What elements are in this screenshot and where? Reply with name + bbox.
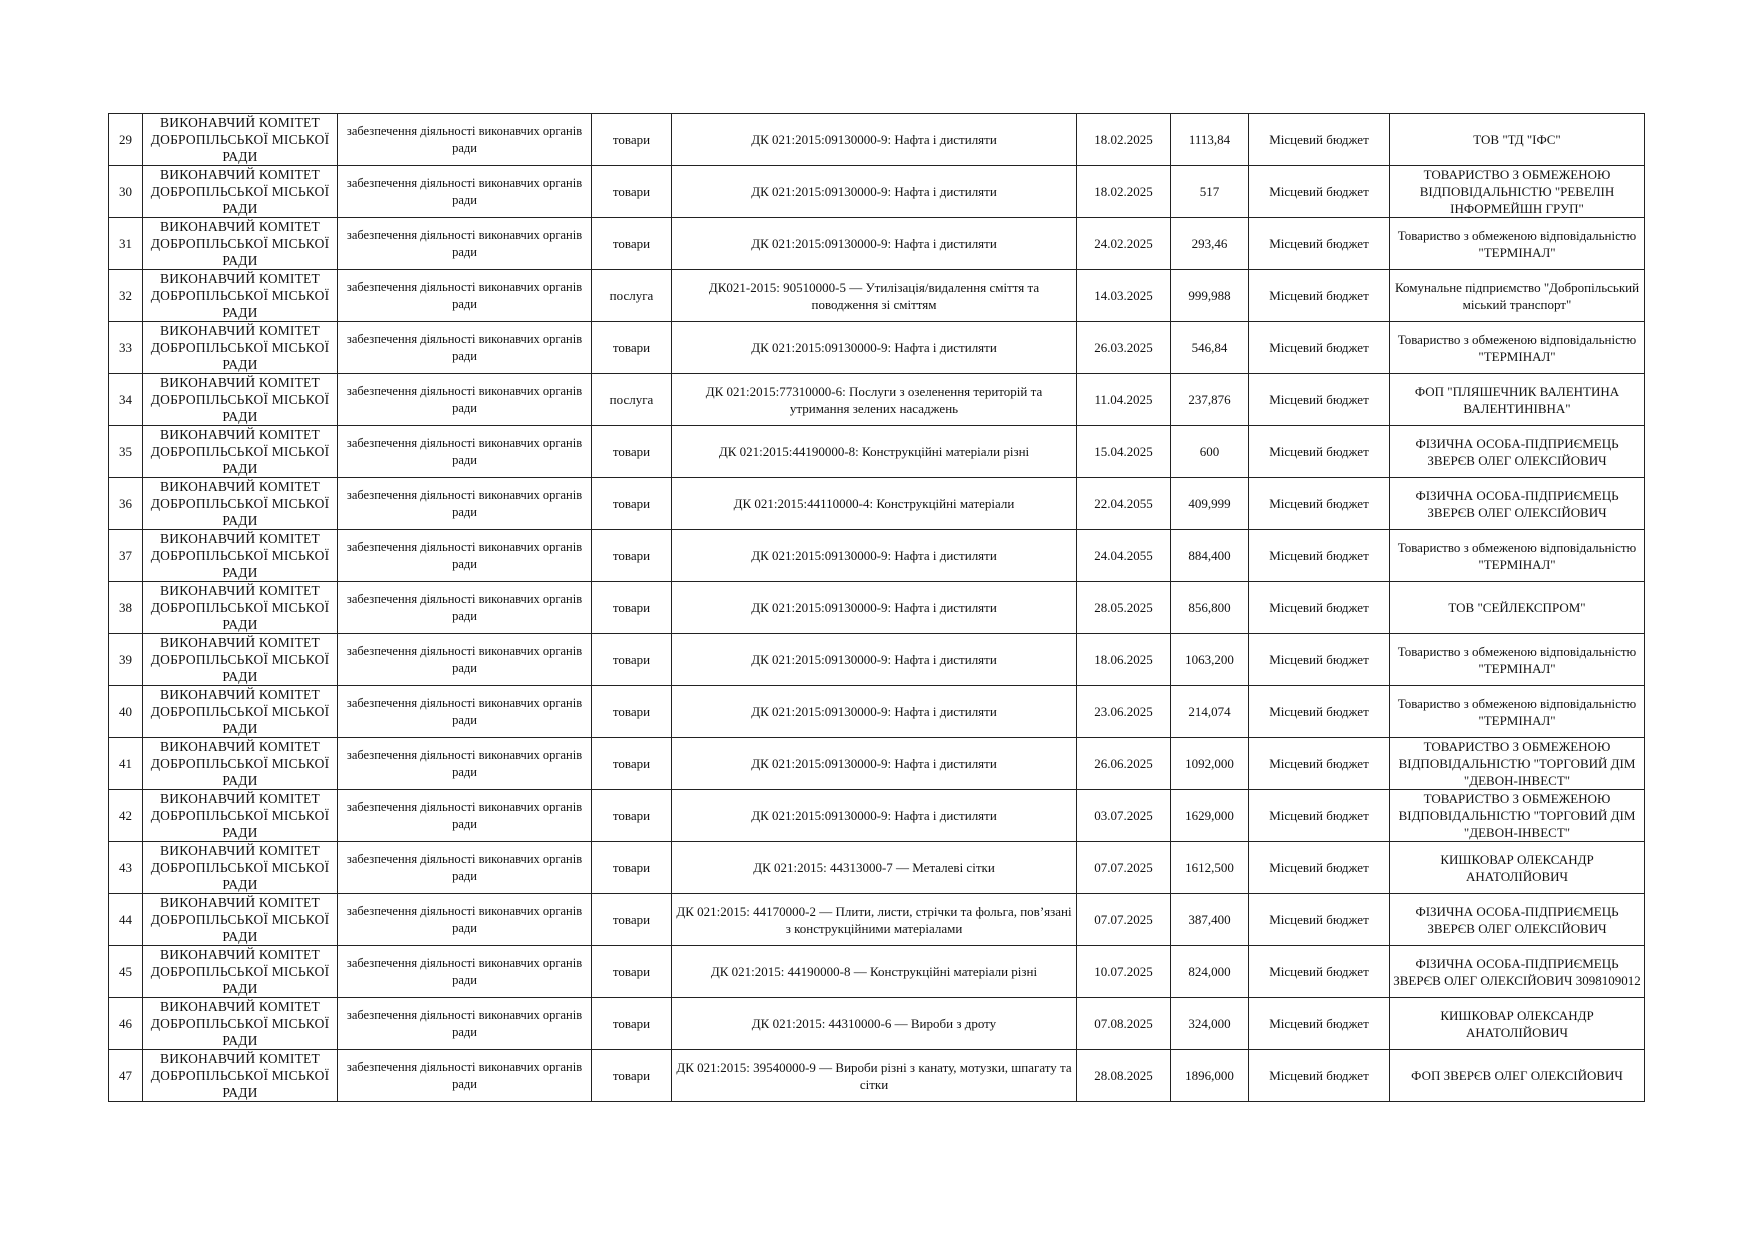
customer-cell: ВИКОНАВЧИЙ КОМІТЕТ ДОБРОПІЛЬСЬКОЇ МІСЬКОЇ РАДИ <box>143 790 338 842</box>
procurement-sheet <box>108 113 1645 1102</box>
row-number: 34 <box>109 374 143 426</box>
customer-cell: ВИКОНАВЧИЙ КОМІТЕТ ДОБРОПІЛЬСЬКОЇ МІСЬКОЇ РАДИ <box>143 530 338 582</box>
purpose-cell: забезпечення діяльності виконавчих органів ради <box>338 634 592 686</box>
date-cell: 07.07.2025 <box>1077 842 1171 894</box>
amount-cell: 1612,500 <box>1171 842 1249 894</box>
supplier-cell: ТОВАРИСТВО З ОБМЕЖЕНОЮ ВІДПОВІДАЛЬНІСТЮ "ТОРГОВИЙ ДІМ "ДЕВОН-ІНВЕСТ" <box>1390 738 1645 790</box>
table-row <box>109 686 1645 738</box>
customer-cell: ВИКОНАВЧИЙ КОМІТЕТ ДОБРОПІЛЬСЬКОЇ МІСЬКОЇ РАДИ <box>143 374 338 426</box>
table-row <box>109 894 1645 946</box>
amount-cell: 600 <box>1171 426 1249 478</box>
date-cell: 07.08.2025 <box>1077 998 1171 1050</box>
purpose-cell: забезпечення діяльності виконавчих органів ради <box>338 114 592 166</box>
cpv-code-cell: ДК 021:2015:09130000-9: Нафта і дистиляти <box>672 218 1077 270</box>
date-cell: 14.03.2025 <box>1077 270 1171 322</box>
purpose-cell: забезпечення діяльності виконавчих органів ради <box>338 998 592 1050</box>
supplier-cell: КИШКОВАР ОЛЕКСАНДР АНАТОЛІЙОВИЧ <box>1390 998 1645 1050</box>
type-cell: товари <box>592 634 672 686</box>
date-cell: 26.03.2025 <box>1077 322 1171 374</box>
supplier-cell: Товариство з обмеженою відповідальністю "ТЕРМІНАЛ" <box>1390 686 1645 738</box>
cpv-code-cell: ДК 021:2015:09130000-9: Нафта і дистиляти <box>672 114 1077 166</box>
amount-cell: 999,988 <box>1171 270 1249 322</box>
row-number: 47 <box>109 1050 143 1102</box>
date-cell: 26.06.2025 <box>1077 738 1171 790</box>
type-cell: товари <box>592 998 672 1050</box>
row-number: 35 <box>109 426 143 478</box>
funding-source-cell: Місцевий бюджет <box>1249 582 1390 634</box>
cpv-code-cell: ДК 021:2015:09130000-9: Нафта і дистиляти <box>672 634 1077 686</box>
table-row <box>109 426 1645 478</box>
supplier-cell: ТОВАРИСТВО З ОБМЕЖЕНОЮ ВІДПОВІДАЛЬНІСТЮ "ТОРГОВИЙ ДІМ "ДЕВОН-ІНВЕСТ" <box>1390 790 1645 842</box>
cpv-code-cell: ДК 021:2015: 39540000-9 — Вироби різні з канату, мотузки, шпагату та сітки <box>672 1050 1077 1102</box>
funding-source-cell: Місцевий бюджет <box>1249 114 1390 166</box>
row-number: 42 <box>109 790 143 842</box>
amount-cell: 1063,200 <box>1171 634 1249 686</box>
purpose-cell: забезпечення діяльності виконавчих органів ради <box>338 1050 592 1102</box>
purpose-cell: забезпечення діяльності виконавчих органів ради <box>338 478 592 530</box>
customer-cell: ВИКОНАВЧИЙ КОМІТЕТ ДОБРОПІЛЬСЬКОЇ МІСЬКОЇ РАДИ <box>143 1050 338 1102</box>
table-row <box>109 478 1645 530</box>
amount-cell: 1629,000 <box>1171 790 1249 842</box>
customer-cell: ВИКОНАВЧИЙ КОМІТЕТ ДОБРОПІЛЬСЬКОЇ МІСЬКОЇ РАДИ <box>143 582 338 634</box>
cpv-code-cell: ДК 021:2015:09130000-9: Нафта і дистиляти <box>672 686 1077 738</box>
funding-source-cell: Місцевий бюджет <box>1249 322 1390 374</box>
row-number: 38 <box>109 582 143 634</box>
funding-source-cell: Місцевий бюджет <box>1249 946 1390 998</box>
type-cell: товари <box>592 478 672 530</box>
supplier-cell: КИШКОВАР ОЛЕКСАНДР АНАТОЛІЙОВИЧ <box>1390 842 1645 894</box>
funding-source-cell: Місцевий бюджет <box>1249 478 1390 530</box>
cpv-code-cell: ДК 021:2015:44190000-8: Конструкційні матеріали різні <box>672 426 1077 478</box>
date-cell: 18.02.2025 <box>1077 114 1171 166</box>
cpv-code-cell: ДК 021:2015:09130000-9: Нафта і дистиляти <box>672 582 1077 634</box>
purpose-cell: забезпечення діяльності виконавчих органів ради <box>338 426 592 478</box>
table-row <box>109 322 1645 374</box>
customer-cell: ВИКОНАВЧИЙ КОМІТЕТ ДОБРОПІЛЬСЬКОЇ МІСЬКОЇ РАДИ <box>143 322 338 374</box>
row-number: 32 <box>109 270 143 322</box>
type-cell: послуга <box>592 270 672 322</box>
customer-cell: ВИКОНАВЧИЙ КОМІТЕТ ДОБРОПІЛЬСЬКОЇ МІСЬКОЇ РАДИ <box>143 478 338 530</box>
supplier-cell: Товариство з обмеженою відповідальністю "ТЕРМІНАЛ" <box>1390 218 1645 270</box>
customer-cell: ВИКОНАВЧИЙ КОМІТЕТ ДОБРОПІЛЬСЬКОЇ МІСЬКОЇ РАДИ <box>143 218 338 270</box>
cpv-code-cell: ДК 021:2015:09130000-9: Нафта і дистиляти <box>672 790 1077 842</box>
customer-cell: ВИКОНАВЧИЙ КОМІТЕТ ДОБРОПІЛЬСЬКОЇ МІСЬКОЇ РАДИ <box>143 634 338 686</box>
supplier-cell: ФІЗИЧНА ОСОБА-ПІДПРИЄМЕЦЬ ЗВЕРЄВ ОЛЕГ ОЛЕКСІЙОВИЧ <box>1390 894 1645 946</box>
table-row <box>109 582 1645 634</box>
supplier-cell: Товариство з обмеженою відповідальністю "ТЕРМІНАЛ" <box>1390 530 1645 582</box>
funding-source-cell: Місцевий бюджет <box>1249 634 1390 686</box>
type-cell: товари <box>592 842 672 894</box>
purpose-cell: забезпечення діяльності виконавчих органів ради <box>338 530 592 582</box>
supplier-cell: Товариство з обмеженою відповідальністю "ТЕРМІНАЛ" <box>1390 322 1645 374</box>
cpv-code-cell: ДК 021:2015:09130000-9: Нафта і дистиляти <box>672 322 1077 374</box>
funding-source-cell: Місцевий бюджет <box>1249 842 1390 894</box>
date-cell: 15.04.2025 <box>1077 426 1171 478</box>
date-cell: 10.07.2025 <box>1077 946 1171 998</box>
type-cell: послуга <box>592 374 672 426</box>
type-cell: товари <box>592 582 672 634</box>
table-row <box>109 114 1645 166</box>
cpv-code-cell: ДК 021:2015:44110000-4: Конструкційні матеріали <box>672 478 1077 530</box>
purpose-cell: забезпечення діяльності виконавчих органів ради <box>338 270 592 322</box>
funding-source-cell: Місцевий бюджет <box>1249 426 1390 478</box>
customer-cell: ВИКОНАВЧИЙ КОМІТЕТ ДОБРОПІЛЬСЬКОЇ МІСЬКОЇ РАДИ <box>143 842 338 894</box>
table-row <box>109 842 1645 894</box>
funding-source-cell: Місцевий бюджет <box>1249 790 1390 842</box>
customer-cell: ВИКОНАВЧИЙ КОМІТЕТ ДОБРОПІЛЬСЬКОЇ МІСЬКОЇ РАДИ <box>143 166 338 218</box>
purpose-cell: забезпечення діяльності виконавчих органів ради <box>338 322 592 374</box>
type-cell: товари <box>592 166 672 218</box>
funding-source-cell: Місцевий бюджет <box>1249 270 1390 322</box>
purpose-cell: забезпечення діяльності виконавчих органів ради <box>338 218 592 270</box>
amount-cell: 824,000 <box>1171 946 1249 998</box>
funding-source-cell: Місцевий бюджет <box>1249 374 1390 426</box>
table-row <box>109 998 1645 1050</box>
date-cell: 07.07.2025 <box>1077 894 1171 946</box>
customer-cell: ВИКОНАВЧИЙ КОМІТЕТ ДОБРОПІЛЬСЬКОЇ МІСЬКОЇ РАДИ <box>143 114 338 166</box>
date-cell: 22.04.2055 <box>1077 478 1171 530</box>
funding-source-cell: Місцевий бюджет <box>1249 738 1390 790</box>
cpv-code-cell: ДК 021:2015: 44313000-7 — Металеві сітки <box>672 842 1077 894</box>
amount-cell: 1092,000 <box>1171 738 1249 790</box>
type-cell: товари <box>592 686 672 738</box>
amount-cell: 1896,000 <box>1171 1050 1249 1102</box>
date-cell: 11.04.2025 <box>1077 374 1171 426</box>
row-number: 36 <box>109 478 143 530</box>
purpose-cell: забезпечення діяльності виконавчих органів ради <box>338 946 592 998</box>
supplier-cell: ФІЗИЧНА ОСОБА-ПІДПРИЄМЕЦЬ ЗВЕРЄВ ОЛЕГ ОЛЕКСІЙОВИЧ <box>1390 478 1645 530</box>
type-cell: товари <box>592 790 672 842</box>
table-row <box>109 218 1645 270</box>
date-cell: 23.06.2025 <box>1077 686 1171 738</box>
date-cell: 28.05.2025 <box>1077 582 1171 634</box>
purpose-cell: забезпечення діяльності виконавчих органів ради <box>338 582 592 634</box>
amount-cell: 546,84 <box>1171 322 1249 374</box>
funding-source-cell: Місцевий бюджет <box>1249 686 1390 738</box>
customer-cell: ВИКОНАВЧИЙ КОМІТЕТ ДОБРОПІЛЬСЬКОЇ МІСЬКОЇ РАДИ <box>143 686 338 738</box>
row-number: 37 <box>109 530 143 582</box>
row-number: 46 <box>109 998 143 1050</box>
cpv-code-cell: ДК021-2015: 90510000-5 — Утилізація/видалення сміття та поводження зі сміттям <box>672 270 1077 322</box>
row-number: 31 <box>109 218 143 270</box>
funding-source-cell: Місцевий бюджет <box>1249 1050 1390 1102</box>
cpv-code-cell: ДК 021:2015:09130000-9: Нафта і дистиляти <box>672 530 1077 582</box>
customer-cell: ВИКОНАВЧИЙ КОМІТЕТ ДОБРОПІЛЬСЬКОЇ МІСЬКОЇ РАДИ <box>143 738 338 790</box>
type-cell: товари <box>592 218 672 270</box>
table-row <box>109 166 1645 218</box>
row-number: 29 <box>109 114 143 166</box>
customer-cell: ВИКОНАВЧИЙ КОМІТЕТ ДОБРОПІЛЬСЬКОЇ МІСЬКОЇ РАДИ <box>143 894 338 946</box>
amount-cell: 856,800 <box>1171 582 1249 634</box>
purpose-cell: забезпечення діяльності виконавчих органів ради <box>338 738 592 790</box>
customer-cell: ВИКОНАВЧИЙ КОМІТЕТ ДОБРОПІЛЬСЬКОЇ МІСЬКОЇ РАДИ <box>143 946 338 998</box>
amount-cell: 884,400 <box>1171 530 1249 582</box>
type-cell: товари <box>592 894 672 946</box>
amount-cell: 517 <box>1171 166 1249 218</box>
amount-cell: 1113,84 <box>1171 114 1249 166</box>
amount-cell: 293,46 <box>1171 218 1249 270</box>
amount-cell: 237,876 <box>1171 374 1249 426</box>
funding-source-cell: Місцевий бюджет <box>1249 998 1390 1050</box>
amount-cell: 409,999 <box>1171 478 1249 530</box>
funding-source-cell: Місцевий бюджет <box>1249 894 1390 946</box>
date-cell: 18.02.2025 <box>1077 166 1171 218</box>
cpv-code-cell: ДК 021:2015: 44310000-6 — Вироби з дроту <box>672 998 1077 1050</box>
funding-source-cell: Місцевий бюджет <box>1249 218 1390 270</box>
cpv-code-cell: ДК 021:2015: 44190000-8 — Конструкційні матеріали різні <box>672 946 1077 998</box>
row-number: 45 <box>109 946 143 998</box>
type-cell: товари <box>592 1050 672 1102</box>
purpose-cell: забезпечення діяльності виконавчих органів ради <box>338 374 592 426</box>
table-row <box>109 738 1645 790</box>
amount-cell: 324,000 <box>1171 998 1249 1050</box>
supplier-cell: ФОП "ПЛЯШЕЧНИК ВАЛЕНТИНА ВАЛЕНТИНІВНА" <box>1390 374 1645 426</box>
type-cell: товари <box>592 426 672 478</box>
procurement-table <box>108 113 1645 1102</box>
supplier-cell: Товариство з обмеженою відповідальністю "ТЕРМІНАЛ" <box>1390 634 1645 686</box>
table-row <box>109 530 1645 582</box>
amount-cell: 387,400 <box>1171 894 1249 946</box>
customer-cell: ВИКОНАВЧИЙ КОМІТЕТ ДОБРОПІЛЬСЬКОЇ МІСЬКОЇ РАДИ <box>143 998 338 1050</box>
cpv-code-cell: ДК 021:2015:09130000-9: Нафта і дистиляти <box>672 738 1077 790</box>
type-cell: товари <box>592 946 672 998</box>
row-number: 40 <box>109 686 143 738</box>
row-number: 30 <box>109 166 143 218</box>
funding-source-cell: Місцевий бюджет <box>1249 530 1390 582</box>
date-cell: 03.07.2025 <box>1077 790 1171 842</box>
supplier-cell: ТОВАРИСТВО З ОБМЕЖЕНОЮ ВІДПОВІДАЛЬНІСТЮ "РЕВЕЛІН ІНФОРМЕЙШН ГРУП" <box>1390 166 1645 218</box>
supplier-cell: ФОП ЗВЕРЄВ ОЛЕГ ОЛЕКСІЙОВИЧ <box>1390 1050 1645 1102</box>
table-row <box>109 374 1645 426</box>
type-cell: товари <box>592 322 672 374</box>
row-number: 33 <box>109 322 143 374</box>
date-cell: 18.06.2025 <box>1077 634 1171 686</box>
table-row <box>109 634 1645 686</box>
cpv-code-cell: ДК 021:2015: 44170000-2 — Плити, листи, стрічки та фольга, пов’язані з конструкційними матеріалами <box>672 894 1077 946</box>
supplier-cell: ФІЗИЧНА ОСОБА-ПІДПРИЄМЕЦЬ ЗВЕРЄВ ОЛЕГ ОЛЕКСІЙОВИЧ 3098109012 <box>1390 946 1645 998</box>
type-cell: товари <box>592 738 672 790</box>
row-number: 41 <box>109 738 143 790</box>
type-cell: товари <box>592 114 672 166</box>
supplier-cell: Комунальне підприємство "Добропільський міський транспорт" <box>1390 270 1645 322</box>
supplier-cell: ТОВ "СЕЙЛЕКСПРОМ" <box>1390 582 1645 634</box>
amount-cell: 214,074 <box>1171 686 1249 738</box>
row-number: 39 <box>109 634 143 686</box>
customer-cell: ВИКОНАВЧИЙ КОМІТЕТ ДОБРОПІЛЬСЬКОЇ МІСЬКОЇ РАДИ <box>143 426 338 478</box>
cpv-code-cell: ДК 021:2015:77310000-6: Послуги з озеленення територій та утримання зелених насаджень <box>672 374 1077 426</box>
type-cell: товари <box>592 530 672 582</box>
row-number: 44 <box>109 894 143 946</box>
table-row <box>109 1050 1645 1102</box>
supplier-cell: ТОВ "ТД "ІФС" <box>1390 114 1645 166</box>
date-cell: 28.08.2025 <box>1077 1050 1171 1102</box>
purpose-cell: забезпечення діяльності виконавчих органів ради <box>338 166 592 218</box>
date-cell: 24.04.2055 <box>1077 530 1171 582</box>
purpose-cell: забезпечення діяльності виконавчих органів ради <box>338 894 592 946</box>
purpose-cell: забезпечення діяльності виконавчих органів ради <box>338 842 592 894</box>
table-row <box>109 270 1645 322</box>
table-row <box>109 790 1645 842</box>
table-row <box>109 946 1645 998</box>
funding-source-cell: Місцевий бюджет <box>1249 166 1390 218</box>
supplier-cell: ФІЗИЧНА ОСОБА-ПІДПРИЄМЕЦЬ ЗВЕРЄВ ОЛЕГ ОЛЕКСІЙОВИЧ <box>1390 426 1645 478</box>
table-body <box>109 114 1645 1102</box>
purpose-cell: забезпечення діяльності виконавчих органів ради <box>338 790 592 842</box>
row-number: 43 <box>109 842 143 894</box>
date-cell: 24.02.2025 <box>1077 218 1171 270</box>
cpv-code-cell: ДК 021:2015:09130000-9: Нафта і дистиляти <box>672 166 1077 218</box>
customer-cell: ВИКОНАВЧИЙ КОМІТЕТ ДОБРОПІЛЬСЬКОЇ МІСЬКОЇ РАДИ <box>143 270 338 322</box>
purpose-cell: забезпечення діяльності виконавчих органів ради <box>338 686 592 738</box>
